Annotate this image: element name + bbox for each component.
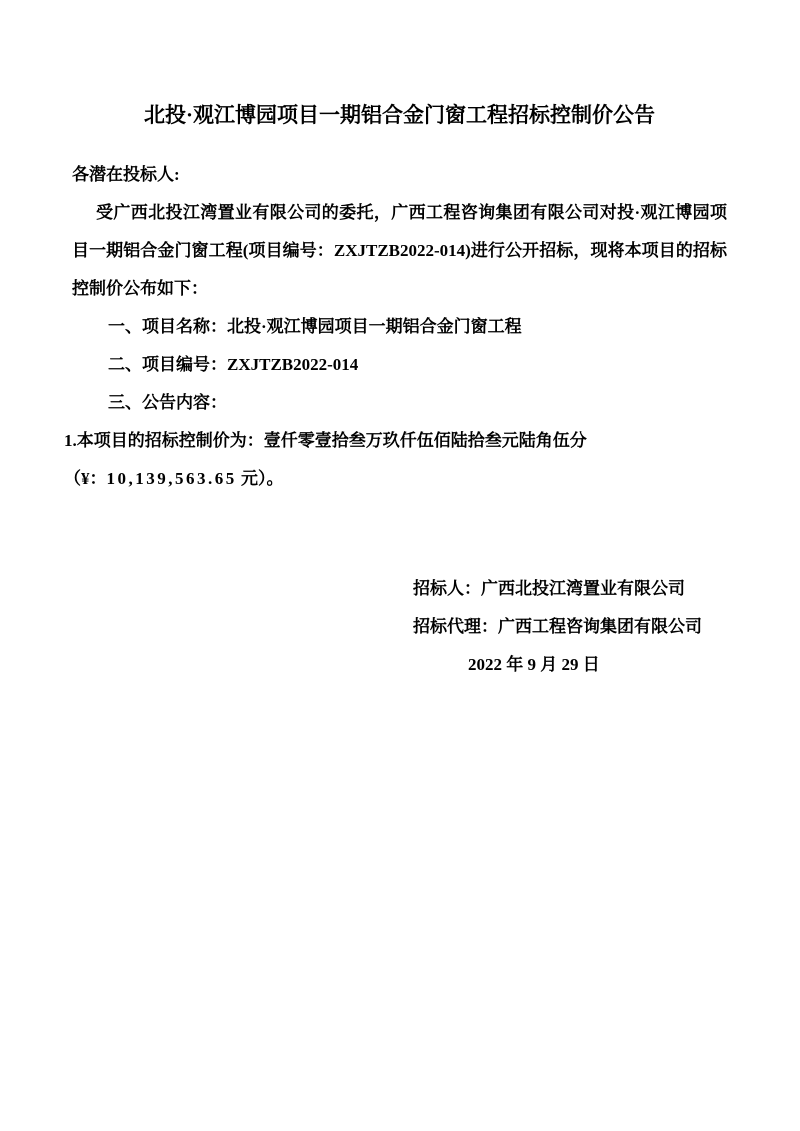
item-project-name: 一、项目名称：北投·观江博园项目一期铝合金门窗工程	[108, 317, 522, 336]
item-project-number: 二、项目编号：ZXJTZB2022-014	[108, 355, 359, 374]
control-price-words-line: 1.本项目的招标控制价为：壹仟零壹拾叁万玖仟伍佰陆拾叁元陆角伍分	[64, 431, 587, 450]
amount-suffix: 元）。	[236, 469, 284, 488]
amount-value: 10,139,563.65	[106, 469, 237, 488]
bidder-line: 招标人：广西北投江湾置业有限公司	[413, 579, 685, 598]
item-announcement-content: 三、公告内容：	[108, 393, 227, 412]
salutation-line: 各潜在投标人:	[72, 165, 180, 184]
amount-prefix: （¥：	[64, 469, 107, 488]
agent-line: 招标代理：广西工程咨询集团有限公司	[413, 617, 702, 636]
control-price-amount-line	[64, 460, 727, 498]
numbered-items	[72, 308, 727, 422]
date-line: 2022 年 9 月 29 日	[468, 655, 600, 674]
document-title: 北投·观江博园项目一期铝合金门窗工程招标控制价公告	[143, 103, 655, 127]
signature-block	[413, 570, 727, 684]
intro-paragraph: 受广西北投江湾置业有限公司的委托，广西工程咨询集团有限公司对投·观江博园项目一期铝合金门窗工程(项目编号：ZXJTZB2022-014)进行公开招标，现将本项目的招标控制价公布如下：	[72, 203, 727, 298]
